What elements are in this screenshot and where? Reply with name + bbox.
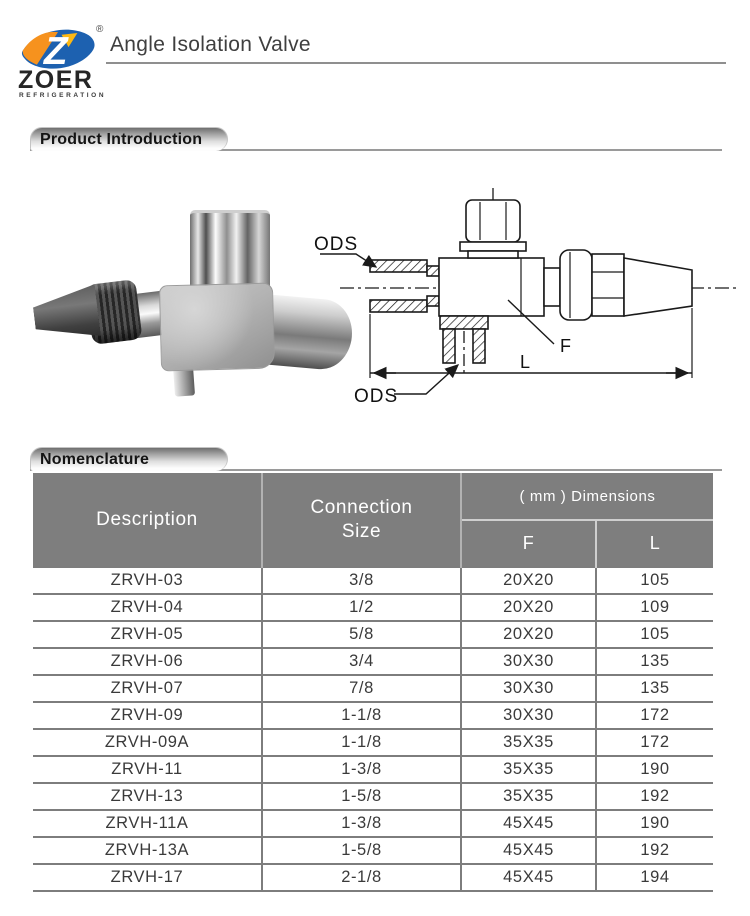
column-header-dimensions: ( mm ) Dimensions: [461, 473, 713, 520]
cell-size: 5/8: [262, 621, 461, 648]
cell-l: 190: [596, 756, 713, 783]
column-header-f: F: [461, 520, 596, 567]
cell-size: 2-1/8: [262, 864, 461, 891]
product-photo: [34, 186, 359, 408]
cell-size: 7/8: [262, 675, 461, 702]
cell-size: 1-1/8: [262, 702, 461, 729]
column-header-connection-size-label: Connection Size: [310, 496, 413, 542]
cell-f: 20X20: [461, 567, 596, 594]
cell-l: 192: [596, 783, 713, 810]
page-title: Angle Isolation Valve: [110, 33, 311, 56]
technical-diagram: [312, 182, 750, 424]
cell-l: 192: [596, 837, 713, 864]
table-row: [33, 810, 713, 837]
cell-l: 172: [596, 729, 713, 756]
table-row: [33, 702, 713, 729]
table-body: [33, 567, 713, 891]
table-row: [33, 729, 713, 756]
cell-l: 172: [596, 702, 713, 729]
cell-size: 1-5/8: [262, 783, 461, 810]
table-row: [33, 621, 713, 648]
photo-valve-body: [159, 283, 275, 372]
photo-right-cap: [261, 294, 355, 371]
cell-f: 35X35: [461, 783, 596, 810]
cell-f: 30X30: [461, 648, 596, 675]
cell-l: 105: [596, 621, 713, 648]
cell-size: 1/2: [262, 594, 461, 621]
cell-description: ZRVH-05: [33, 621, 262, 648]
cell-l: 135: [596, 675, 713, 702]
cell-description: ZRVH-03: [33, 567, 262, 594]
cell-l: 105: [596, 567, 713, 594]
cell-f: 45X45: [461, 837, 596, 864]
diagram-label-f: F: [560, 336, 571, 356]
cell-description: ZRVH-09A: [33, 729, 262, 756]
column-header-description: Description: [33, 473, 262, 567]
zoer-logo-icon: [18, 26, 98, 70]
cell-f: 30X30: [461, 702, 596, 729]
cell-size: 1-1/8: [262, 729, 461, 756]
cell-l: 109: [596, 594, 713, 621]
table-header: [33, 473, 713, 567]
cell-description: ZRVH-09: [33, 702, 262, 729]
cell-l: 194: [596, 864, 713, 891]
diagram-label-ods-top: ODS: [314, 234, 359, 255]
brand-name: ZOER: [18, 66, 94, 94]
section-label: Product Introduction: [40, 130, 203, 148]
cell-f: 45X45: [461, 864, 596, 891]
cell-description: ZRVH-11A: [33, 810, 262, 837]
title-divider: [106, 62, 726, 64]
cell-f: 30X30: [461, 675, 596, 702]
column-header-connection-size: [262, 473, 461, 567]
cell-size: 3/8: [262, 567, 461, 594]
diagram-label-l: L: [520, 352, 531, 372]
cell-size: 1-3/8: [262, 810, 461, 837]
table-row: [33, 675, 713, 702]
registered-trademark-icon: ®: [96, 24, 104, 35]
cell-f: 20X20: [461, 621, 596, 648]
cell-l: 135: [596, 648, 713, 675]
table-row: [33, 567, 713, 594]
svg-text:Z: Z: [43, 29, 68, 70]
cell-description: ZRVH-17: [33, 864, 262, 891]
brand-logo: [16, 24, 116, 100]
nomenclature-table: [33, 473, 713, 892]
valve-drawing-icon: [312, 182, 750, 424]
table-row: [33, 783, 713, 810]
section-header-product-introduction: [30, 127, 228, 151]
cell-description: ZRVH-13A: [33, 837, 262, 864]
cell-size: 3/4: [262, 648, 461, 675]
section-label: Nomenclature: [40, 450, 150, 468]
table-row: [33, 837, 713, 864]
cell-f: 45X45: [461, 810, 596, 837]
column-header-l: L: [596, 520, 713, 567]
brand-subtitle: REFRIGERATION: [19, 92, 107, 99]
cell-description: ZRVH-04: [33, 594, 262, 621]
cell-description: ZRVH-13: [33, 783, 262, 810]
cell-l: 190: [596, 810, 713, 837]
cell-f: 35X35: [461, 729, 596, 756]
table-row: [33, 756, 713, 783]
cell-f: 35X35: [461, 756, 596, 783]
cell-description: ZRVH-07: [33, 675, 262, 702]
photo-cone-cap: [31, 284, 101, 343]
diagram-label-ods-bottom: ODS: [354, 386, 399, 407]
cell-description: ZRVH-06: [33, 648, 262, 675]
table-row: [33, 864, 713, 891]
cell-description: ZRVH-11: [33, 756, 262, 783]
table-row: [33, 648, 713, 675]
section-header-nomenclature: [30, 447, 228, 471]
cell-size: 1-3/8: [262, 756, 461, 783]
table-row: [33, 594, 713, 621]
cell-size: 1-5/8: [262, 837, 461, 864]
cell-f: 20X20: [461, 594, 596, 621]
